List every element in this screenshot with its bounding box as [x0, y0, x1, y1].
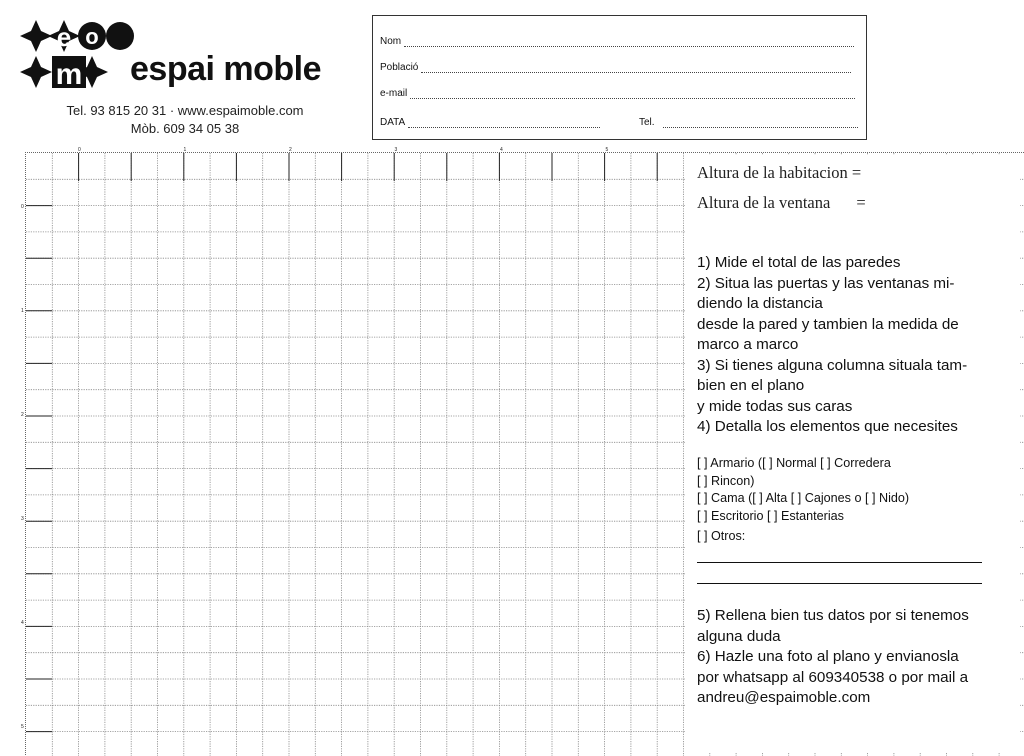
left-scale-label: 0 — [21, 204, 24, 210]
other-line-2[interactable] — [697, 583, 982, 584]
logo-mark-icon — [18, 18, 138, 88]
checklist-bed[interactable]: [ ] Cama ([ ] Alta [ ] Cajones o [ ] Nido) — [697, 491, 910, 505]
step-line: alguna duda — [697, 627, 781, 645]
window-height-equals: = — [856, 193, 866, 212]
room-height-label: Altura de la habitacion = — [697, 163, 862, 182]
top-scale-label: 1 — [183, 147, 187, 153]
instructions-panel — [685, 155, 1020, 753]
step-line: 3) Si tienes alguna columna situala tam- — [697, 356, 968, 374]
checklist-corner[interactable]: [ ] Rincon) — [697, 473, 755, 488]
step-line: 5) Rellena bien tus datos por si tenemos — [697, 607, 969, 624]
top-scale-label: 0 — [78, 147, 81, 153]
top-scale-label: 5 — [605, 147, 609, 153]
left-scale-label: 1 — [21, 308, 24, 314]
logo-letter-o: o — [85, 24, 99, 49]
step-line: 6) Hazle una foto al plano y envianosla — [697, 648, 959, 665]
email-label: e-mail — [380, 88, 408, 99]
town-field[interactable] — [421, 63, 851, 73]
phone-label: Tel. — [639, 117, 655, 128]
step-line: 2) Situa las puertas y las ventanas mi- — [697, 274, 955, 292]
left-scale-label: 2 — [21, 412, 24, 418]
logo-letter-e: e — [56, 22, 72, 52]
step-line: y mide todas sus caras — [697, 397, 853, 415]
name-row[interactable] — [380, 36, 854, 47]
final-steps — [697, 606, 1012, 709]
date-label: DATA — [380, 117, 406, 128]
step-line: diendo la distancia — [697, 295, 823, 312]
step-line: bien en el plano — [697, 377, 805, 394]
top-scale-label: 2 — [289, 147, 292, 153]
email-row[interactable] — [380, 88, 855, 99]
left-scale-label: 4 — [21, 620, 24, 626]
furniture-checklist[interactable] — [697, 455, 1007, 546]
checklist-wardrobe[interactable]: [ ] Armario ([ ] Normal [ ] Corredera — [697, 456, 891, 470]
town-label: Població — [380, 62, 419, 73]
brand-wordmark: espai moble — [130, 50, 322, 88]
name-label: Nom — [380, 36, 402, 47]
step-line: 4) Detalla los elementos que necesites — [697, 418, 958, 435]
left-scale-label: 5 — [21, 724, 24, 730]
step-line: por whatsapp al 609340538 o por mail a — [697, 668, 969, 686]
phone-field[interactable] — [663, 118, 858, 128]
town-row[interactable] — [380, 62, 851, 73]
step-line: marco a marco — [697, 336, 799, 353]
customer-form — [372, 15, 867, 140]
top-scale-label: 4 — [500, 147, 503, 153]
phone-row[interactable] — [639, 117, 858, 128]
step-line: desde la pared y tambien la medida de — [697, 315, 959, 333]
brand-logo — [18, 18, 358, 92]
step-line: andreu@espaimoble.com — [697, 689, 871, 706]
window-height-text: Altura de la ventana — [697, 193, 831, 212]
left-scale-label: 3 — [21, 516, 24, 522]
contact-phone-web: Tel. 93 815 20 31 · www.espaimoble.com — [66, 103, 304, 118]
instruction-steps — [697, 253, 1007, 438]
checklist-desk[interactable]: [ ] Escritorio [ ] Estanterias — [697, 508, 844, 523]
date-row[interactable] — [380, 117, 600, 128]
checklist-other[interactable]: [ ] Otros: — [697, 529, 746, 543]
email-field[interactable] — [410, 89, 855, 99]
step-line: 1) Mide el total de las paredes — [697, 254, 901, 271]
logo-letter-m: m — [55, 58, 83, 88]
top-scale-label: 3 — [394, 147, 398, 153]
window-height-label — [697, 193, 866, 213]
date-field[interactable] — [408, 118, 600, 128]
name-field[interactable] — [404, 37, 854, 47]
contact-mobile: Mòb. 609 34 05 38 — [130, 121, 240, 136]
other-line-1[interactable] — [697, 562, 982, 563]
